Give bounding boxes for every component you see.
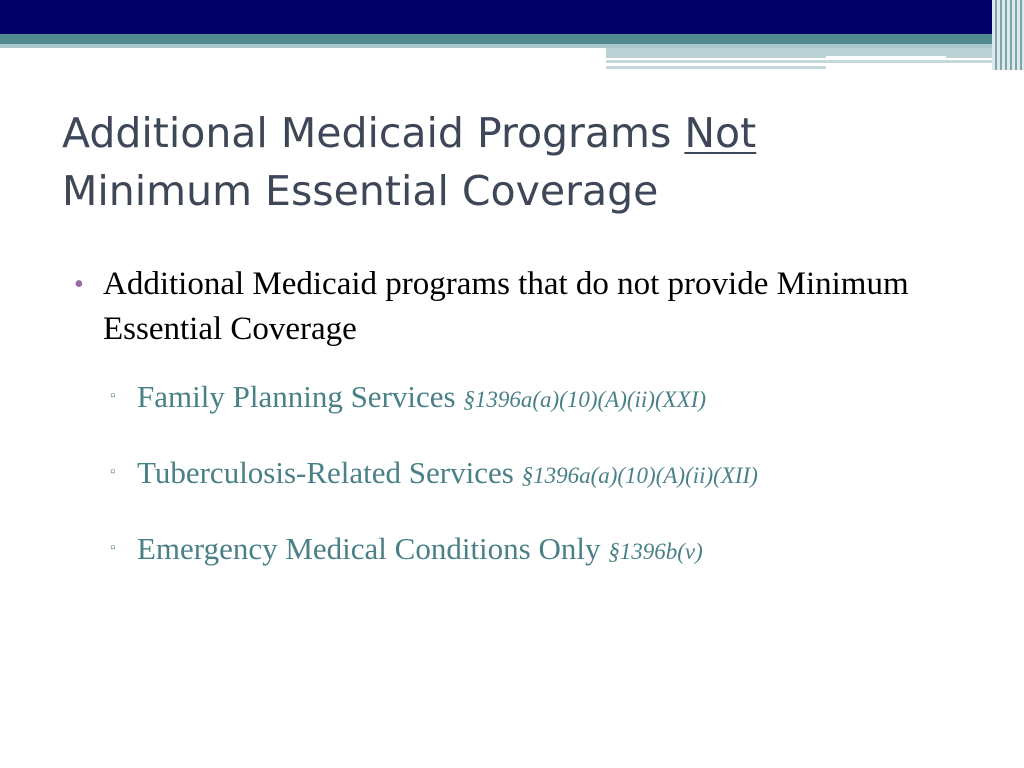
header-band-teal: [0, 34, 1024, 44]
sub-bullet-marker: ▫: [110, 540, 116, 556]
sub-bullet-item: [110, 526, 1002, 574]
header-band-navy: [0, 0, 1024, 34]
sub-bullet-citation: §1396a(a)(10)(A)(ii)(XII): [521, 463, 758, 488]
slide-body: [72, 262, 1002, 602]
sub-bullet-citation: §1396b(v): [608, 539, 703, 564]
sub-bullet-list: [72, 374, 1002, 574]
header-accent-line: [826, 56, 946, 58]
sub-bullet-text: Emergency Medical Conditions Only: [137, 531, 601, 566]
bullet-marker: •: [74, 269, 84, 300]
sub-bullet-text: Family Planning Services: [137, 379, 456, 414]
sub-bullet-marker: ▫: [110, 388, 116, 404]
header-accent-block: [606, 48, 1024, 58]
sub-bullet-item: [110, 374, 1002, 422]
header-accent-line: [606, 60, 1024, 63]
bullet-text: Additional Medicaid programs that do not provide Minimum Essential Coverage: [103, 266, 909, 347]
header-accent-line: [606, 66, 826, 69]
title-underlined-word: Not: [684, 109, 757, 157]
slide-title: [62, 104, 982, 220]
title-line1-prefix: Additional Medicaid Programs: [62, 109, 685, 157]
sub-bullet-marker: ▫: [110, 464, 116, 480]
sub-bullet-item: [110, 450, 1002, 498]
bullet-item: [72, 262, 1002, 352]
header-vertical-stripes: [992, 0, 1024, 70]
title-line2: Minimum Essential Coverage: [62, 167, 659, 215]
sub-bullet-text: Tuberculosis-Related Services: [137, 455, 514, 490]
sub-bullet-citation: §1396a(a)(10)(A)(ii)(XXI): [463, 387, 707, 412]
